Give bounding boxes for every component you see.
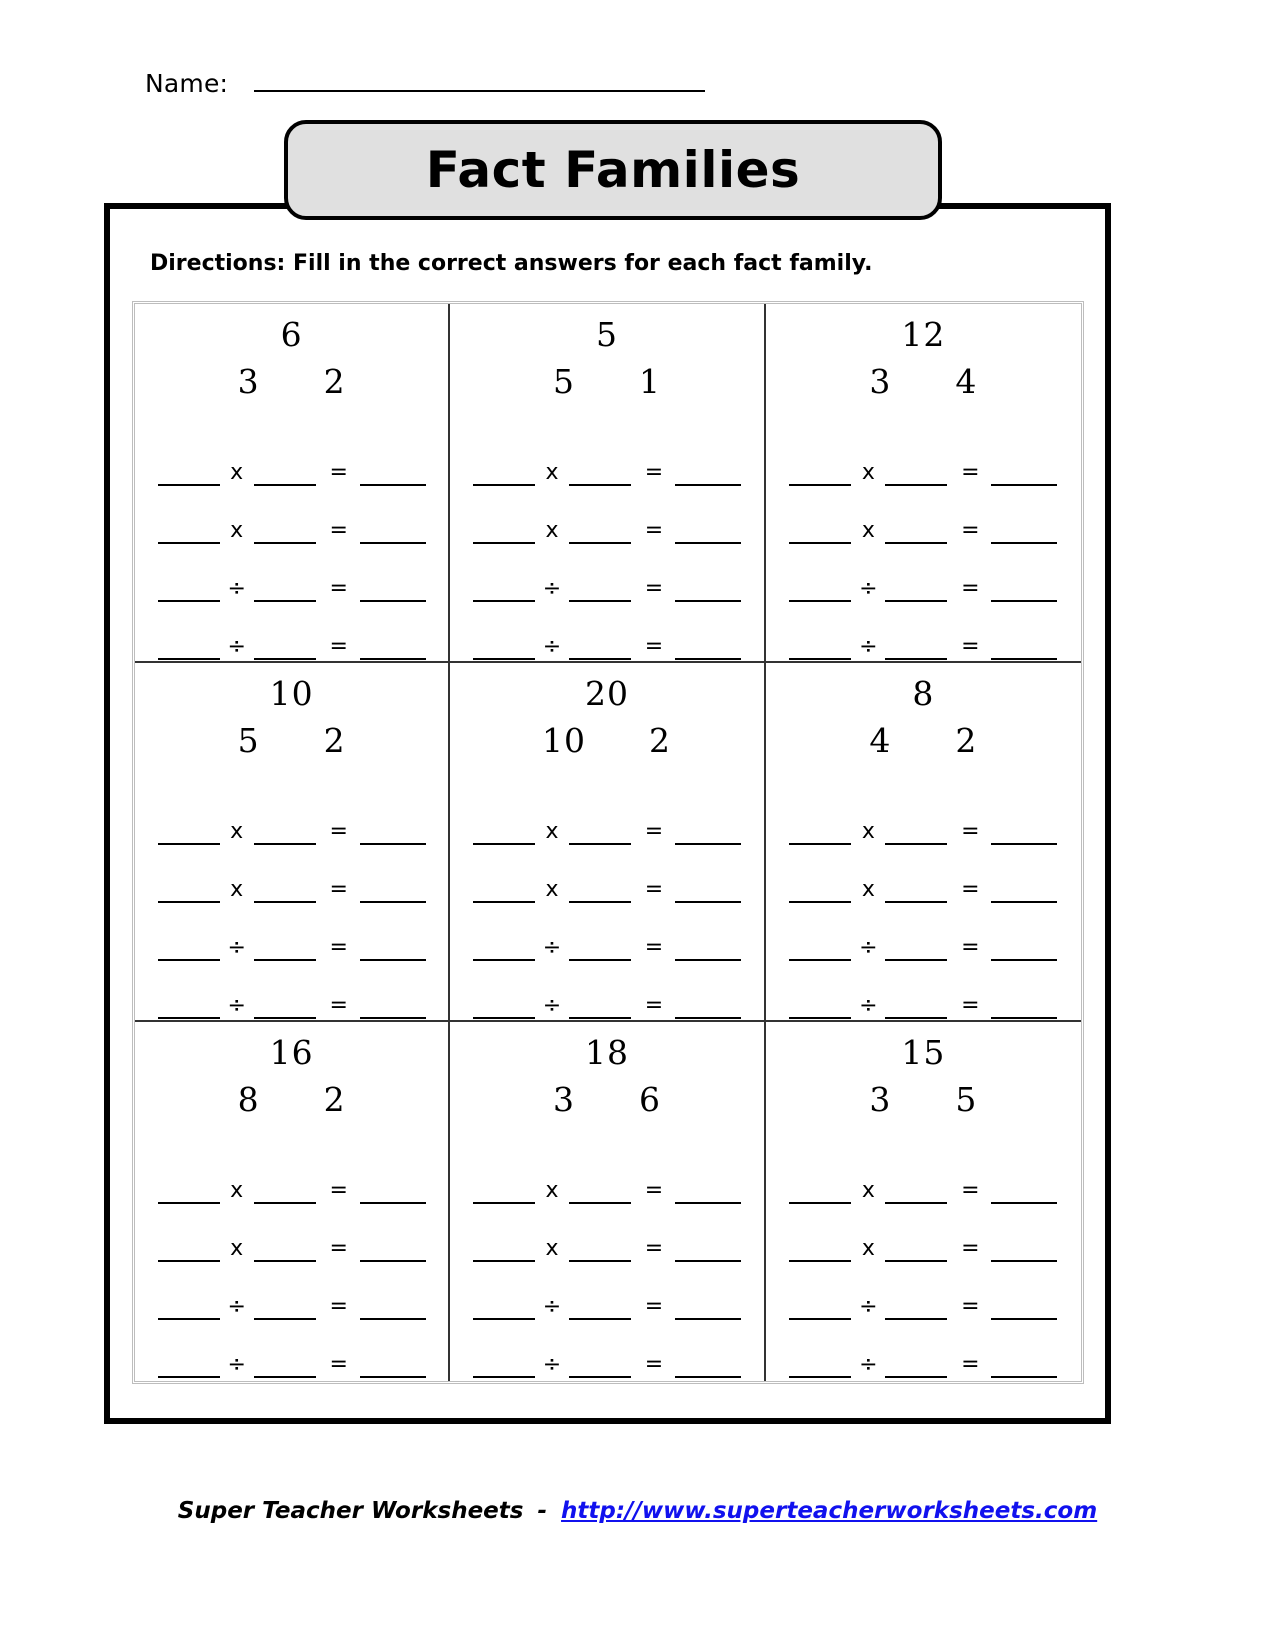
equation-row: [149, 486, 434, 544]
answer-blank[interactable]: [569, 522, 631, 544]
answer-blank[interactable]: [885, 1298, 947, 1320]
equals-operator: =: [961, 1178, 980, 1203]
answer-blank[interactable]: [473, 997, 535, 1019]
equation-row: [464, 961, 749, 1019]
answer-blank[interactable]: [254, 1240, 316, 1262]
answer-blank[interactable]: [360, 1298, 426, 1320]
answer-blank[interactable]: [991, 939, 1057, 961]
multiply-operator: x: [861, 819, 875, 844]
equals-operator: =: [961, 993, 980, 1018]
divide-operator: ÷: [227, 576, 246, 601]
equals-operator: =: [961, 576, 980, 601]
divide-operator: ÷: [859, 993, 878, 1018]
fact-family-factor-a: 4: [869, 721, 892, 760]
fact-family-factors: [766, 1080, 1081, 1119]
answer-blank[interactable]: [254, 997, 316, 1019]
equation-row: [464, 1320, 749, 1378]
divide-operator: ÷: [227, 935, 246, 960]
multiply-operator: x: [230, 460, 244, 485]
answer-blank[interactable]: [473, 522, 535, 544]
fact-family-factor-b: 6: [638, 1080, 661, 1119]
answer-blank[interactable]: [885, 580, 947, 602]
fact-family-cell: [766, 304, 1081, 663]
fact-family-factor-b: 1: [638, 362, 661, 401]
answer-blank[interactable]: [158, 939, 220, 961]
multiply-operator: x: [230, 819, 244, 844]
multiply-operator: x: [545, 819, 559, 844]
equals-operator: =: [644, 935, 664, 960]
answer-blank[interactable]: [675, 522, 741, 544]
equation-list: [766, 787, 1081, 1019]
page-title: Fact Families: [425, 141, 801, 199]
answer-blank[interactable]: [360, 1356, 426, 1378]
equation-row: [464, 1262, 749, 1320]
answer-blank[interactable]: [885, 997, 947, 1019]
multiply-operator: x: [545, 877, 559, 902]
equals-operator: =: [644, 1294, 664, 1319]
answer-blank[interactable]: [360, 580, 426, 602]
fact-family-factor-b: 5: [955, 1080, 978, 1119]
fact-family-factor-a: 5: [237, 721, 260, 760]
answer-blank[interactable]: [254, 638, 316, 660]
answer-blank[interactable]: [569, 881, 631, 903]
answer-blank[interactable]: [789, 1240, 851, 1262]
equation-row: [780, 1262, 1067, 1320]
fact-family-factors: [135, 1080, 448, 1119]
fact-family-factor-b: 2: [648, 721, 671, 760]
answer-blank[interactable]: [569, 1240, 631, 1262]
equals-operator: =: [961, 634, 980, 659]
fact-family-factors: [766, 362, 1081, 401]
multiply-operator: x: [861, 518, 875, 543]
equals-operator: =: [329, 576, 348, 601]
fact-family-cell: [766, 663, 1081, 1022]
equation-row: [149, 961, 434, 1019]
equals-operator: =: [644, 1352, 664, 1377]
equation-row: [149, 602, 434, 660]
equals-operator: =: [644, 819, 664, 844]
answer-blank[interactable]: [360, 1240, 426, 1262]
multiply-operator: x: [230, 1236, 244, 1261]
equation-row: [149, 787, 434, 845]
equals-operator: =: [329, 460, 348, 485]
equation-row: [780, 787, 1067, 845]
answer-blank[interactable]: [254, 881, 316, 903]
answer-blank[interactable]: [885, 464, 947, 486]
answer-blank[interactable]: [254, 1356, 316, 1378]
multiply-operator: x: [545, 1236, 559, 1261]
divide-operator: ÷: [542, 935, 562, 960]
equation-row: [149, 544, 434, 602]
answer-blank[interactable]: [675, 464, 741, 486]
divide-operator: ÷: [542, 634, 562, 659]
fact-family-factor-b: 4: [955, 362, 978, 401]
equals-operator: =: [961, 819, 980, 844]
fact-family-cell: [450, 304, 765, 663]
answer-blank[interactable]: [569, 1298, 631, 1320]
directions-text: Directions: Fill in the correct answers for each fact family.: [150, 251, 873, 276]
answer-blank[interactable]: [991, 1298, 1057, 1320]
answer-blank[interactable]: [991, 580, 1057, 602]
answer-blank[interactable]: [885, 638, 947, 660]
equation-row: [149, 428, 434, 486]
equals-operator: =: [644, 634, 664, 659]
worksheet-frame: [104, 203, 1111, 1424]
answer-blank[interactable]: [675, 1298, 741, 1320]
fact-family-product: 8: [912, 674, 935, 713]
answer-blank[interactable]: [885, 939, 947, 961]
answer-blank[interactable]: [675, 823, 741, 845]
answer-blank[interactable]: [158, 522, 220, 544]
divide-operator: ÷: [227, 1352, 246, 1377]
equation-row: [780, 486, 1067, 544]
answer-blank[interactable]: [991, 881, 1057, 903]
equation-row: [149, 1262, 434, 1320]
equation-list: [450, 428, 763, 660]
equation-row: [780, 961, 1067, 1019]
equation-list: [766, 428, 1081, 660]
divide-operator: ÷: [542, 1294, 562, 1319]
fact-family-cell: [450, 1022, 765, 1381]
answer-blank[interactable]: [991, 1356, 1057, 1378]
answer-blank[interactable]: [789, 997, 851, 1019]
equals-operator: =: [329, 1236, 348, 1261]
answer-blank[interactable]: [991, 823, 1057, 845]
equation-list: [135, 428, 448, 660]
answer-blank[interactable]: [254, 1182, 316, 1204]
answer-blank[interactable]: [360, 939, 426, 961]
answer-blank[interactable]: [360, 464, 426, 486]
fact-family-factor-a: 5: [552, 362, 575, 401]
fact-family-product: 20: [584, 674, 629, 713]
answer-blank[interactable]: [473, 1240, 535, 1262]
answer-blank[interactable]: [158, 997, 220, 1019]
equation-list: [450, 787, 763, 1019]
answer-blank[interactable]: [991, 464, 1057, 486]
fact-family-factor-a: 3: [869, 362, 892, 401]
fact-family-factors: [450, 721, 763, 760]
fact-family-cell: [135, 304, 450, 663]
name-label: Name:: [145, 69, 229, 98]
answer-blank[interactable]: [473, 638, 535, 660]
fact-family-cell: [766, 1022, 1081, 1381]
fact-family-product: 16: [269, 1033, 314, 1072]
answer-blank[interactable]: [675, 997, 741, 1019]
answer-blank[interactable]: [158, 638, 220, 660]
equation-row: [464, 1146, 749, 1204]
multiply-operator: x: [230, 1178, 244, 1203]
answer-blank[interactable]: [360, 1182, 426, 1204]
answer-blank[interactable]: [789, 1356, 851, 1378]
answer-blank[interactable]: [360, 997, 426, 1019]
multiply-operator: x: [545, 518, 559, 543]
divide-operator: ÷: [859, 935, 878, 960]
multiply-operator: x: [861, 877, 875, 902]
multiply-operator: x: [545, 1178, 559, 1203]
equation-row: [149, 1204, 434, 1262]
equals-operator: =: [644, 877, 664, 902]
equals-operator: =: [644, 993, 664, 1018]
answer-blank[interactable]: [360, 522, 426, 544]
footer-brand: Super Teacher Worksheets: [177, 1498, 524, 1524]
answer-blank[interactable]: [158, 881, 220, 903]
fact-family-product: 18: [584, 1033, 629, 1072]
answer-blank[interactable]: [789, 939, 851, 961]
answer-blank[interactable]: [360, 823, 426, 845]
multiply-operator: x: [230, 877, 244, 902]
fact-family-cell: [450, 663, 765, 1022]
multiply-operator: x: [861, 460, 875, 485]
fact-family-cell: [135, 663, 450, 1022]
answer-blank[interactable]: [569, 580, 631, 602]
fact-family-factors: [766, 721, 1081, 760]
fact-family-factor-b: 2: [323, 721, 346, 760]
equals-operator: =: [961, 1236, 980, 1261]
answer-blank[interactable]: [158, 1356, 220, 1378]
divide-operator: ÷: [859, 634, 878, 659]
equation-row: [464, 787, 749, 845]
answer-blank[interactable]: [991, 997, 1057, 1019]
equals-operator: =: [644, 1236, 664, 1261]
divide-operator: ÷: [859, 1352, 878, 1377]
fact-family-factor-a: 3: [869, 1080, 892, 1119]
equation-row: [780, 845, 1067, 903]
equals-operator: =: [329, 634, 348, 659]
fact-family-factor-b: 2: [323, 362, 346, 401]
answer-blank[interactable]: [569, 464, 631, 486]
equation-row: [780, 903, 1067, 961]
fact-family-factor-b: 2: [323, 1080, 346, 1119]
name-input-blank[interactable]: [254, 68, 705, 92]
multiply-operator: x: [230, 518, 244, 543]
fact-family-factor-a: 10: [541, 721, 586, 760]
equation-row: [464, 1204, 749, 1262]
equation-row: [149, 1320, 434, 1378]
fact-family-product: 5: [595, 315, 618, 354]
name-row: [145, 68, 705, 98]
equation-list: [135, 1146, 448, 1378]
answer-blank[interactable]: [675, 580, 741, 602]
answer-blank[interactable]: [158, 464, 220, 486]
answer-blank[interactable]: [254, 580, 316, 602]
equals-operator: =: [644, 460, 664, 485]
answer-blank[interactable]: [473, 823, 535, 845]
answer-blank[interactable]: [360, 881, 426, 903]
equals-operator: =: [961, 877, 980, 902]
answer-blank[interactable]: [473, 1182, 535, 1204]
equals-operator: =: [329, 1294, 348, 1319]
equation-row: [780, 1146, 1067, 1204]
answer-blank[interactable]: [569, 1356, 631, 1378]
equation-row: [780, 428, 1067, 486]
answer-blank[interactable]: [158, 1182, 220, 1204]
answer-blank[interactable]: [789, 522, 851, 544]
equation-list: [766, 1146, 1081, 1378]
divide-operator: ÷: [227, 1294, 246, 1319]
equation-row: [149, 845, 434, 903]
fact-family-cell: [135, 1022, 450, 1381]
answer-blank[interactable]: [991, 638, 1057, 660]
answer-blank[interactable]: [789, 823, 851, 845]
equals-operator: =: [961, 935, 980, 960]
divide-operator: ÷: [227, 993, 246, 1018]
equals-operator: =: [961, 518, 980, 543]
answer-blank[interactable]: [254, 939, 316, 961]
equals-operator: =: [329, 518, 348, 543]
equals-operator: =: [961, 1294, 980, 1319]
fact-family-product: 15: [901, 1033, 946, 1072]
answer-blank[interactable]: [789, 881, 851, 903]
multiply-operator: x: [861, 1178, 875, 1203]
answer-blank[interactable]: [254, 823, 316, 845]
answer-blank[interactable]: [885, 881, 947, 903]
equals-operator: =: [644, 518, 664, 543]
equals-operator: =: [961, 1352, 980, 1377]
answer-blank[interactable]: [885, 1240, 947, 1262]
multiply-operator: x: [545, 460, 559, 485]
worksheet-title-box: [284, 120, 942, 220]
answer-blank[interactable]: [473, 580, 535, 602]
answer-blank[interactable]: [158, 823, 220, 845]
fact-family-table: [132, 301, 1084, 1384]
answer-blank[interactable]: [360, 638, 426, 660]
answer-blank[interactable]: [675, 881, 741, 903]
answer-blank[interactable]: [885, 823, 947, 845]
divide-operator: ÷: [542, 1352, 562, 1377]
equation-row: [464, 602, 749, 660]
fact-family-factor-a: 3: [237, 362, 260, 401]
answer-blank[interactable]: [675, 1240, 741, 1262]
answer-blank[interactable]: [991, 522, 1057, 544]
equation-row: [780, 602, 1067, 660]
answer-blank[interactable]: [789, 580, 851, 602]
fact-family-grid: [135, 304, 1081, 1381]
equals-operator: =: [644, 576, 664, 601]
equals-operator: =: [329, 819, 348, 844]
equation-row: [780, 1204, 1067, 1262]
divide-operator: ÷: [227, 634, 246, 659]
answer-blank[interactable]: [991, 1182, 1057, 1204]
fact-family-factors: [450, 362, 763, 401]
divide-operator: ÷: [542, 993, 562, 1018]
fact-family-product: 12: [901, 315, 946, 354]
fact-family-product: 6: [280, 315, 303, 354]
answer-blank[interactable]: [254, 1298, 316, 1320]
fact-family-factors: [450, 1080, 763, 1119]
answer-blank[interactable]: [885, 522, 947, 544]
equation-row: [149, 903, 434, 961]
footer-url-link[interactable]: http://www.superteacherworksheets.com: [561, 1498, 1098, 1524]
equals-operator: =: [329, 1352, 348, 1377]
multiply-operator: x: [861, 1236, 875, 1261]
footer: [0, 1498, 1275, 1524]
answer-blank[interactable]: [569, 638, 631, 660]
fact-family-factors: [135, 362, 448, 401]
equation-row: [464, 428, 749, 486]
answer-blank[interactable]: [789, 638, 851, 660]
answer-blank[interactable]: [569, 997, 631, 1019]
equals-operator: =: [644, 1178, 664, 1203]
answer-blank[interactable]: [254, 464, 316, 486]
equation-row: [464, 544, 749, 602]
answer-blank[interactable]: [569, 1182, 631, 1204]
answer-blank[interactable]: [675, 939, 741, 961]
divide-operator: ÷: [859, 576, 878, 601]
equals-operator: =: [329, 877, 348, 902]
equation-row: [780, 1320, 1067, 1378]
answer-blank[interactable]: [158, 1298, 220, 1320]
equals-operator: =: [329, 1178, 348, 1203]
fact-family-factor-a: 8: [237, 1080, 260, 1119]
equals-operator: =: [329, 935, 348, 960]
answer-blank[interactable]: [473, 939, 535, 961]
answer-blank[interactable]: [158, 580, 220, 602]
equals-operator: =: [961, 460, 980, 485]
fact-family-factor-a: 3: [552, 1080, 575, 1119]
equation-row: [464, 903, 749, 961]
equation-list: [450, 1146, 763, 1378]
divide-operator: ÷: [859, 1294, 878, 1319]
fact-family-product: 10: [269, 674, 314, 713]
fact-family-factor-b: 2: [955, 721, 978, 760]
answer-blank[interactable]: [991, 1240, 1057, 1262]
answer-blank[interactable]: [675, 1182, 741, 1204]
equation-row: [464, 486, 749, 544]
equation-row: [780, 544, 1067, 602]
answer-blank[interactable]: [675, 638, 741, 660]
divide-operator: ÷: [542, 576, 562, 601]
answer-blank[interactable]: [789, 1298, 851, 1320]
answer-blank[interactable]: [473, 1298, 535, 1320]
answer-blank[interactable]: [473, 464, 535, 486]
answer-blank[interactable]: [473, 881, 535, 903]
equation-row: [149, 1146, 434, 1204]
answer-blank[interactable]: [789, 464, 851, 486]
answer-blank[interactable]: [569, 823, 631, 845]
answer-blank[interactable]: [569, 939, 631, 961]
answer-blank[interactable]: [473, 1356, 535, 1378]
answer-blank[interactable]: [885, 1356, 947, 1378]
answer-blank[interactable]: [254, 522, 316, 544]
equation-list: [135, 787, 448, 1019]
equals-operator: =: [329, 993, 348, 1018]
answer-blank[interactable]: [675, 1356, 741, 1378]
answer-blank[interactable]: [885, 1182, 947, 1204]
footer-separator: -: [537, 1498, 548, 1524]
fact-family-factors: [135, 721, 448, 760]
answer-blank[interactable]: [158, 1240, 220, 1262]
equation-row: [464, 845, 749, 903]
answer-blank[interactable]: [789, 1182, 851, 1204]
